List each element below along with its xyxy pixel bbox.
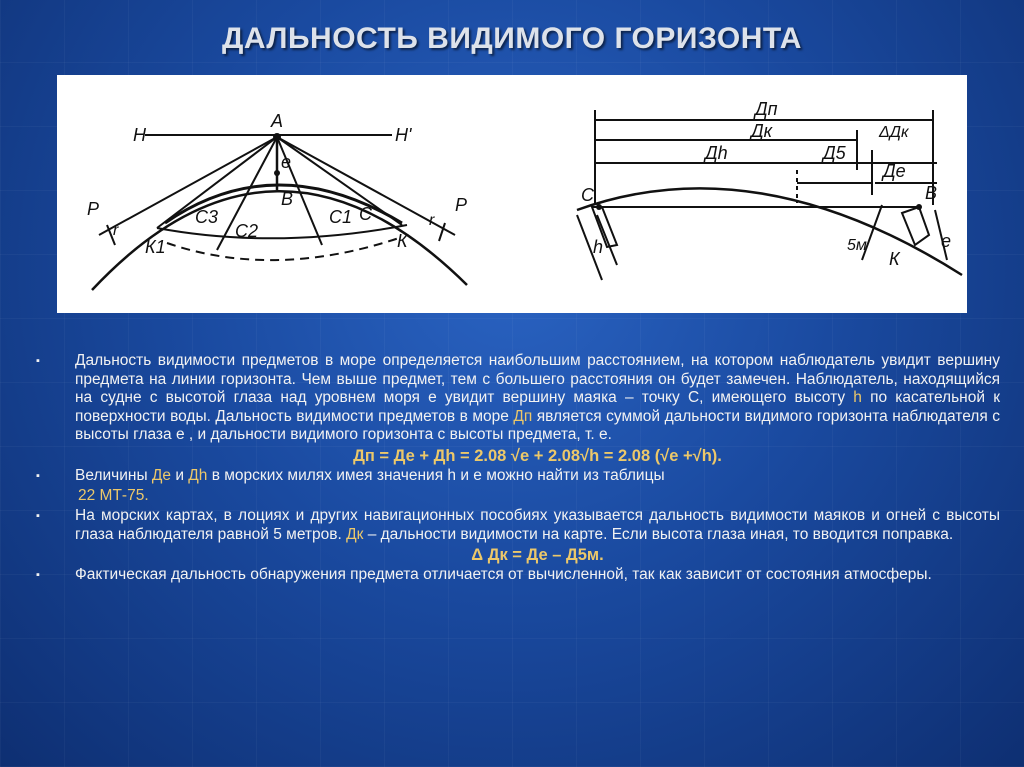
label-e-right: е — [941, 231, 952, 251]
bullet-2-text-c: в морских милях имея значения h и е можно найти из таблицы — [207, 466, 665, 484]
page-title: ДАЛЬНОСТЬ ВИДИМОГО ГОРИЗОНТА — [222, 22, 802, 55]
label-h-prime: Н' — [395, 125, 412, 145]
label-dk: Дк — [751, 121, 773, 141]
label-c2: С2 — [235, 221, 259, 241]
bullet-1-hl-dp: Дп — [513, 407, 533, 425]
label-c: С — [359, 204, 372, 224]
label-k-right: К — [889, 249, 900, 269]
label-d5: Д5 — [823, 143, 846, 163]
label-c1: С1 — [329, 207, 353, 227]
label-a: А — [271, 111, 284, 131]
label-p-left: Р — [87, 199, 100, 219]
label-p-right: Р — [455, 195, 468, 215]
horizon-dashed-arc — [167, 237, 402, 260]
bullet-3-text-b: – дальности видимости на карте. Если высота глаза иная, то вводится поправка. — [363, 525, 954, 543]
slide-body — [30, 352, 1000, 585]
bullet-icon: ▪ — [36, 469, 40, 482]
earth-surface-arc-right — [577, 188, 962, 275]
bullet-icon: ▪ — [36, 510, 40, 522]
bullet-icon: ▪ — [36, 569, 40, 581]
bullet-1-text-a: Дальность видимости предметов в море определяется наибольшим расстоянием, на котором наблюдатель увидит вершину предмета на линии горизонта. Чем выше предмет, тем с большего расстояния он будет замечен. Наблюдатель, находящийся на судне с высотой глаза над уровнем моря е увидит вершину маяка – точку С, имеющего высоту — [75, 352, 1000, 406]
table-reference: 22 МТ-75. — [78, 487, 149, 504]
bullet-item-2 — [30, 467, 1000, 486]
bullet-3-hl-dk: Дк — [346, 525, 364, 543]
label-r-left: r — [113, 222, 119, 239]
bullet-2-text-a: Величины — [75, 466, 152, 484]
label-delta-dk: ΔДк — [879, 124, 909, 141]
bullet-2-hl-de: Де — [151, 466, 172, 484]
bullet-icon: ▪ — [36, 355, 40, 367]
label-dh: Дh — [705, 143, 728, 163]
label-c-right: С — [581, 185, 594, 205]
label-k-left: К — [397, 231, 408, 251]
label-h: Н — [133, 125, 146, 145]
bullet-item-1 — [30, 352, 1000, 445]
label-k1: К1 — [145, 237, 166, 257]
formula-dp: Дп = Де + Дh = 2.08 √е + 2.08√h = 2.08 (√е +√h). — [353, 446, 722, 465]
bullet-item-4 — [30, 566, 1000, 585]
label-r-right: r — [429, 212, 435, 229]
bullet-3-text-a: На морских картах, в лоциях и других навигационных пособиях указывается дальность видимости маяков и огней с высоты глаза наблюдателя равной 5 метров. — [75, 507, 1000, 543]
label-h-height: h — [593, 237, 604, 257]
label-b-right: В — [925, 183, 938, 203]
label-5m: 5м — [847, 237, 867, 254]
horizon-diagram-figure — [57, 75, 967, 313]
bullet-4-text: Фактическая дальность обнаружения предмета отличается от вычисленной, так как зависит от состояния атмосферы. — [75, 566, 932, 583]
horizon-diagrams — [57, 75, 967, 313]
label-de: Де — [883, 161, 906, 181]
label-b-left: В — [281, 189, 294, 209]
formula-delta-dk: Δ Дк = Де – Д5м. — [471, 546, 604, 564]
label-c3: С3 — [195, 207, 219, 227]
bullet-1-text-b: по касательной к поверхности воды. Дальность видимости предметов в море — [75, 389, 1000, 425]
bullet-1-hl-h: h — [853, 389, 862, 406]
bullet-1-text-c: является суммой дальности видимого горизонта наблюдателя с высоты глаза е , и дальности видимого горизонта с высоты предмета, т. е. — [75, 407, 1000, 443]
label-e-left: е — [281, 152, 292, 172]
bullet-item-3 — [30, 507, 1000, 544]
label-dp: Дп — [755, 99, 778, 119]
bullet-2-hl-dh: Дh — [188, 466, 208, 484]
bullet-2-text-b: и — [171, 466, 189, 484]
